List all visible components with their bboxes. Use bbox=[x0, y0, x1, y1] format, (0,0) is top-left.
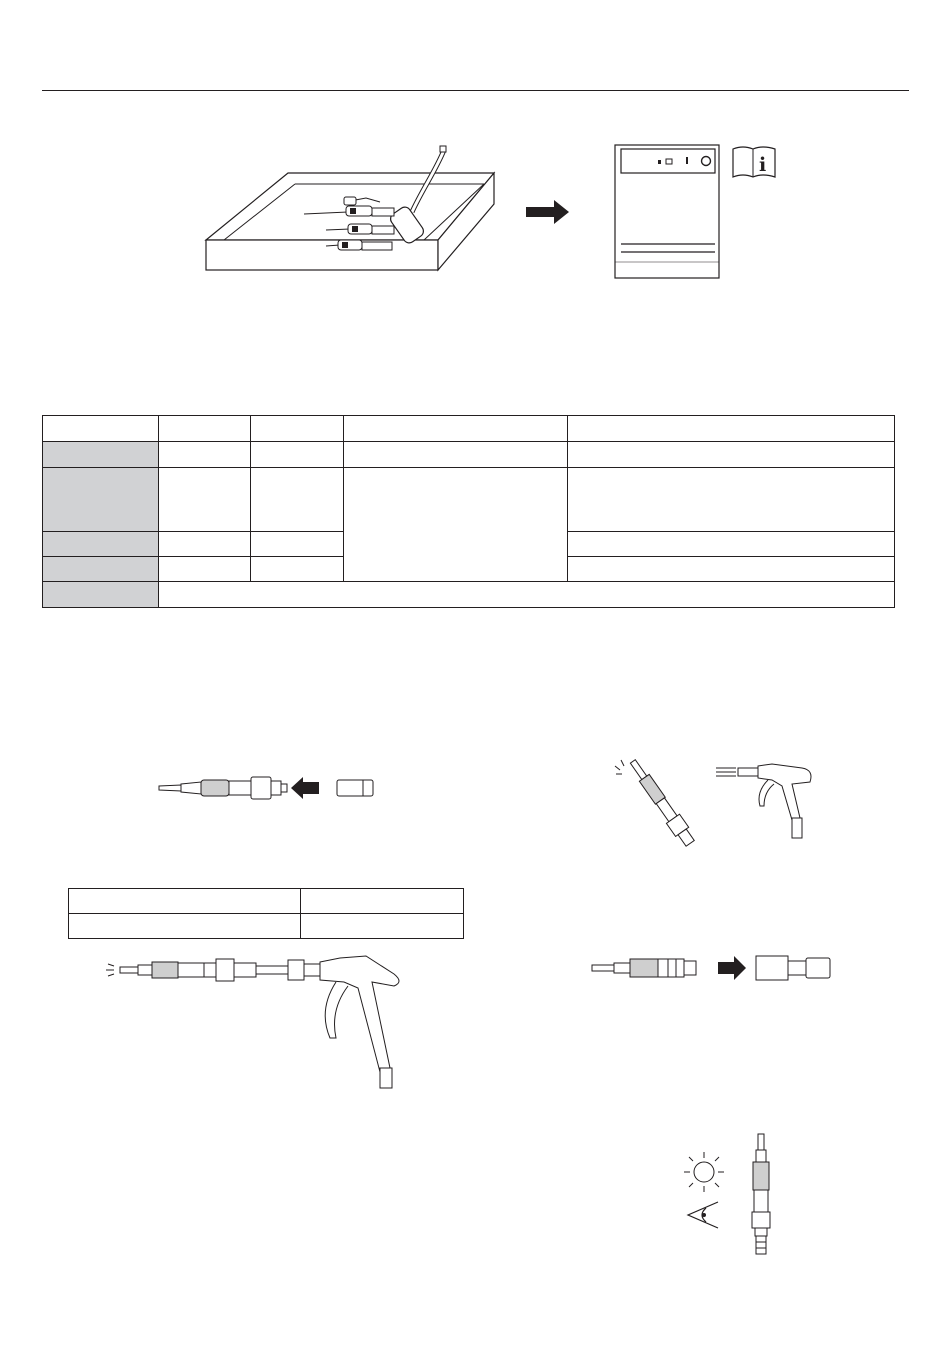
sun-light-icon bbox=[682, 1150, 726, 1194]
table-cell bbox=[69, 914, 301, 939]
table-row-header bbox=[43, 442, 159, 468]
table-cell bbox=[158, 442, 250, 468]
table-cell bbox=[43, 416, 159, 442]
information-manual-icon bbox=[731, 145, 777, 181]
table-row-header bbox=[43, 582, 159, 608]
tray-with-instruments-icon bbox=[200, 140, 500, 275]
table-row-header bbox=[43, 468, 159, 532]
table-cell bbox=[568, 532, 895, 557]
handpiece-to-coupling-icon bbox=[590, 953, 836, 983]
table-cell-merged bbox=[158, 582, 894, 608]
table-cell bbox=[69, 889, 301, 914]
eye-icon bbox=[684, 1200, 722, 1230]
table-cell bbox=[343, 442, 568, 468]
table-row bbox=[69, 889, 464, 914]
table-row bbox=[69, 914, 464, 939]
table-cell bbox=[250, 468, 343, 532]
table-cell bbox=[568, 557, 895, 582]
handpiece-air-gun-icon bbox=[104, 952, 410, 1092]
handpiece-with-cap-icon bbox=[157, 772, 377, 806]
table-row bbox=[43, 416, 895, 442]
svg-text:i: i bbox=[759, 154, 767, 176]
table-cell bbox=[158, 416, 250, 442]
table-row bbox=[43, 582, 895, 608]
table-cell bbox=[250, 416, 343, 442]
table-cell bbox=[301, 914, 464, 939]
table-cell bbox=[568, 442, 895, 468]
table-cell bbox=[301, 889, 464, 914]
compatibility-table bbox=[42, 415, 895, 608]
table-row-header bbox=[43, 532, 159, 557]
table-row bbox=[43, 442, 895, 468]
table-cell bbox=[250, 532, 343, 557]
table-cell bbox=[568, 416, 895, 442]
arrow-left-icon bbox=[291, 777, 319, 799]
table-row-header bbox=[43, 557, 159, 582]
table-cell bbox=[568, 468, 895, 532]
table-cell bbox=[250, 557, 343, 582]
table-cell bbox=[158, 468, 250, 532]
table-cell bbox=[158, 532, 250, 557]
table-cell bbox=[250, 442, 343, 468]
handpiece-vertical-icon bbox=[748, 1132, 774, 1256]
spec-table bbox=[68, 888, 464, 939]
air-blow-gun-icon bbox=[712, 762, 816, 842]
washer-disinfector-icon bbox=[614, 144, 720, 280]
table-cell bbox=[158, 557, 250, 582]
table-cell-merged bbox=[343, 468, 568, 582]
arrow-right-icon bbox=[526, 199, 570, 225]
header-rule bbox=[42, 90, 909, 91]
table-cell bbox=[343, 416, 568, 442]
table-row bbox=[43, 468, 895, 532]
spray-icon bbox=[612, 752, 722, 856]
arrow-right-icon bbox=[718, 956, 746, 980]
